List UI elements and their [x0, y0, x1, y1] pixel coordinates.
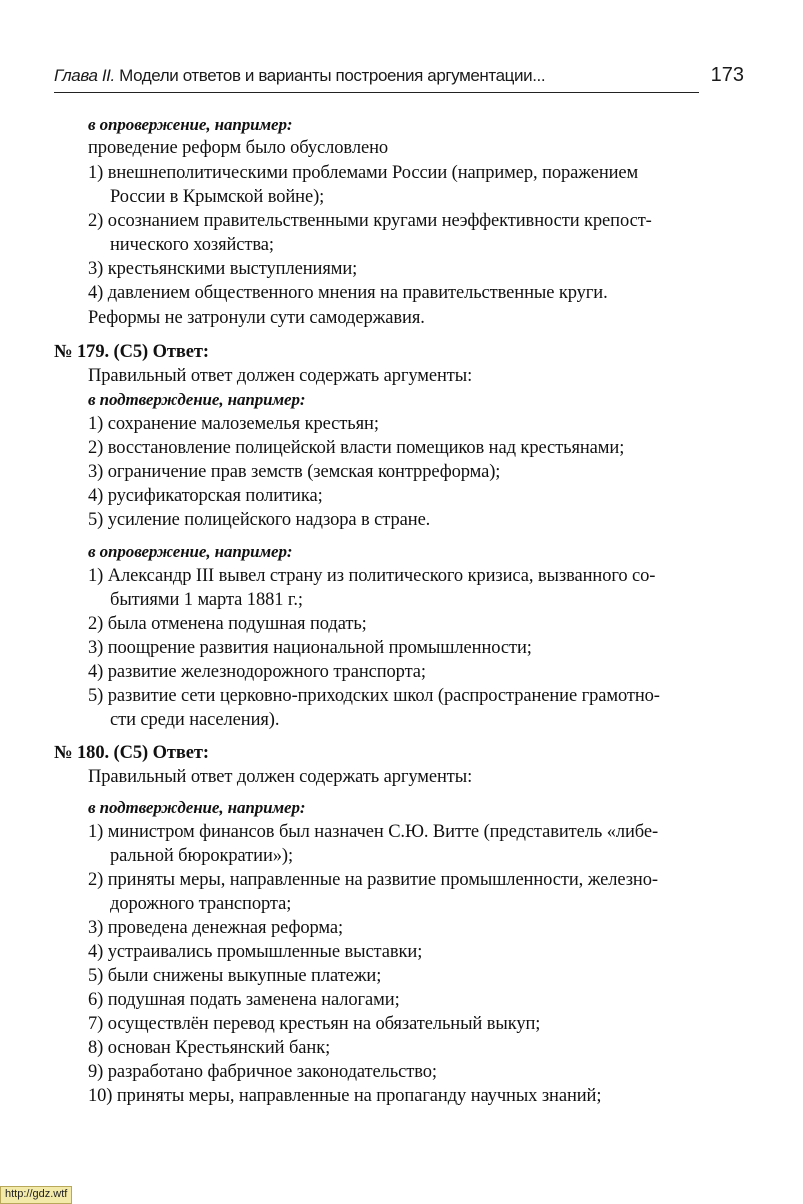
task-179-heading: № 179. (С5) Ответ:: [54, 342, 209, 362]
confirm-heading: в подтверждение, например:: [88, 390, 306, 409]
list-item-continuation: сти среди населения).: [110, 710, 280, 730]
header-divider: [54, 92, 699, 93]
list-item: 1) министром финансов был назначен С.Ю. Витте (представитель «либе-: [88, 822, 659, 842]
list-item: 6) подушная подать заменена налогами;: [88, 990, 400, 1010]
list-item: 3) проведена денежная реформа;: [88, 918, 343, 938]
list-item: 9) разработано фабричное законодательство;: [88, 1062, 437, 1082]
task-180-intro: Правильный ответ должен содержать аргументы:: [88, 767, 473, 787]
task-179-intro: Правильный ответ должен содержать аргументы:: [88, 366, 473, 386]
refute-heading: в опровержение, например:: [88, 542, 293, 561]
list-item: 3) крестьянскими выступлениями;: [88, 259, 358, 279]
chapter-title: Модели ответов и варианты построения аргументации...: [119, 66, 546, 85]
list-item: 7) осуществлён перевод крестьян на обязательный выкуп;: [88, 1014, 541, 1034]
list-item: 4) развитие железнодорожного транспорта;: [88, 662, 426, 682]
continuation-intro: проведение реформ было обусловлено: [88, 138, 389, 158]
list-item-continuation: России в Крымской войне);: [110, 187, 325, 207]
list-item: 4) устраивались промышленные выставки;: [88, 942, 423, 962]
refute-heading: в опровержение, например:: [88, 115, 293, 134]
list-item: 2) осознанием правительственными кругами неэффективности крепост-: [88, 211, 652, 231]
list-item: 4) давлением общественного мнения на правительственные круги.: [88, 283, 608, 303]
continuation-conclusion: Реформы не затронули сути самодержавия.: [88, 308, 425, 328]
page-header: [54, 62, 744, 94]
list-item: 1) внешнеполитическими проблемами России (например, поражением: [88, 163, 639, 183]
list-item-continuation: дорожного транспорта;: [110, 894, 292, 914]
task-180-heading: № 180. (С5) Ответ:: [54, 743, 209, 763]
page-number: 173: [710, 64, 744, 86]
running-head: [54, 66, 545, 86]
list-item: 3) поощрение развития национальной промышленности;: [88, 638, 532, 658]
list-item-continuation: ральной бюрократии»);: [110, 846, 294, 866]
list-item: 10) приняты меры, направленные на пропаганду научных знаний;: [88, 1086, 602, 1106]
watermark-link[interactable]: http://gdz.wtf: [0, 1186, 72, 1204]
confirm-heading: в подтверждение, например:: [88, 798, 306, 817]
list-item-continuation: бытиями 1 марта 1881 г.;: [110, 590, 303, 610]
list-item: 1) Александр III вывел страну из политического кризиса, вызванного со-: [88, 566, 656, 586]
chapter-label: Глава II.: [54, 66, 115, 85]
list-item: 5) были снижены выкупные платежи;: [88, 966, 382, 986]
list-item: 1) сохранение малоземелья крестьян;: [88, 414, 379, 434]
list-item: 4) русификаторская политика;: [88, 486, 323, 506]
list-item: 3) ограничение прав земств (земская контрреформа);: [88, 462, 501, 482]
list-item: 8) основан Крестьянский банк;: [88, 1038, 331, 1058]
list-item: 2) восстановление полицейской власти помещиков над крестьянами;: [88, 438, 625, 458]
list-item-continuation: нического хозяйства;: [110, 235, 274, 255]
list-item: 2) была отменена подушная подать;: [88, 614, 367, 634]
list-item: 5) развитие сети церковно-приходских школ (распространение грамотно-: [88, 686, 660, 706]
list-item: 2) приняты меры, направленные на развитие промышленности, железно-: [88, 870, 658, 890]
list-item: 5) усиление полицейского надзора в стране.: [88, 510, 431, 530]
